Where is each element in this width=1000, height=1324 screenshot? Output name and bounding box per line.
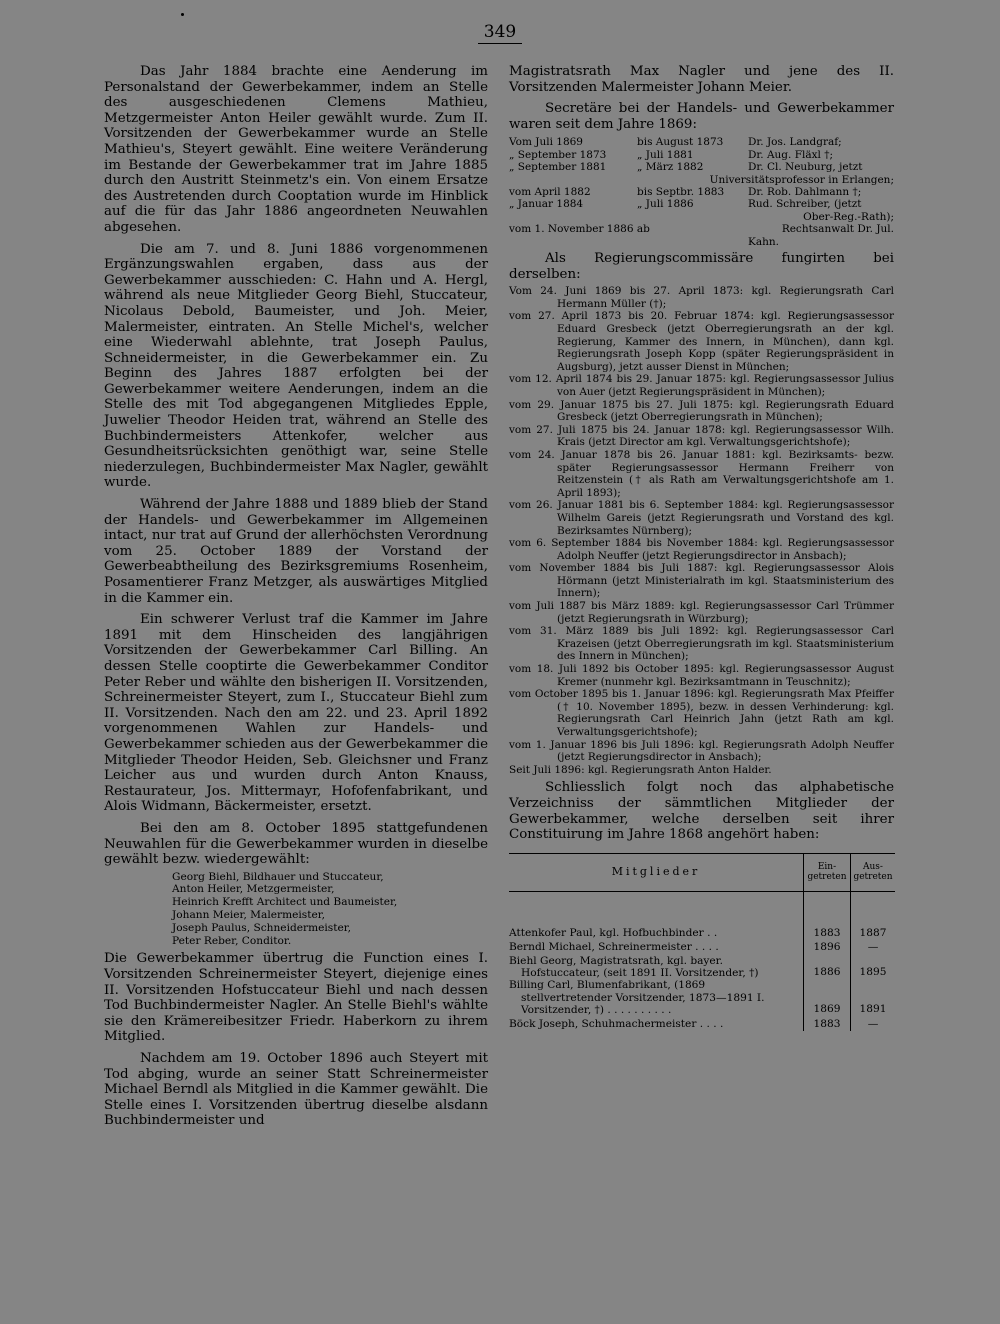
commissioner-item: vom 18. Juli 1892 bis October 1895: kgl. Regierungsassessor August Kremer (nunmehr kgl. Bezirksamtmann in Teuschnitz); — [509, 663, 894, 688]
secretary-row — [509, 161, 894, 173]
secretary-c1 — [509, 211, 637, 223]
secretary-row — [509, 174, 894, 186]
secretary-c1: vom 1. November 1886 ab — [509, 223, 650, 236]
commissioner-item: vom 6. September 1884 bis November 1884: kgl. Regierungsassessor Adolph Neuffer (jetzt Regierungsdirector in Ansbach); — [509, 537, 894, 562]
secretary-c1: „ September 1873 — [509, 148, 607, 161]
member-item: Peter Reber, Conditor. — [172, 934, 292, 947]
table-row — [509, 926, 895, 940]
secretary-c1: vom April 1882 — [509, 186, 591, 198]
paragraph: Secretäre bei der Handels- und Gewerbekammer waren seit dem Jahre 1869: — [509, 101, 894, 132]
secretary-c3: Dr. Rob. Dahlmann †; — [748, 186, 862, 198]
secretary-row — [509, 136, 894, 148]
commissioner-item: vom October 1895 bis 1. Januar 1896: kgl. Regierungsrath Max Pfeiffer († 10. November 1895), bezw. in dessen Verhinderung: kgl. Regierungsrath Carl Heinrich Jahn (jetzt Rath am kgl. Verwaltungsgerichtshofe); — [509, 688, 894, 738]
secretary-c1: „ September 1881 — [509, 161, 607, 174]
secretary-c3: Dr. Jos. Landgraf; — [748, 136, 842, 149]
year-left: 1887 — [851, 926, 896, 940]
secretary-c3: Dr. Cl. Neuburg, jetzt — [748, 161, 863, 174]
paragraph: Das Jahr 1884 brachte eine Aenderung im Personalstand der Gewerbekammer, indem an Stelle des ausgeschiedenen Clemens Mathieu, Metzgermeister Anton Heiler gewählt wurde. Zum II. Vorsitzenden der Gewerbekammer wurde an Stelle Mathieu's, Steyert gewählt. Eine weitere Veränderung im Bestande der Gewerbekammer trat im Jahre 1885 durch den Austritt Steinmetz's ein. Von einem Ersatze des Austretenden durch Cooptation wurde im Hinblick auf die für das Jahr 1886 angeordneten Neuwahlen abgesehen. — [104, 64, 488, 235]
member-item: Johann Meier, Malermeister, — [172, 909, 326, 922]
secretary-c1 — [509, 174, 616, 186]
commissioner-item: vom 1. Januar 1896 bis Juli 1896: kgl. Regierungsrath Adolph Neuffer (jetzt Regierungsdirector in Ansbach); — [509, 738, 894, 764]
commissioner-item: vom 24. Januar 1878 bis 26. Januar 1881: kgl. Bezirksamts- bezw. später Regierungsassessor Hermann Freiherr von Reitzenstein († als Rath am Verwaltungsgerichtshofe am 1. April 1893); — [509, 448, 894, 499]
commissioner-item: vom 29. Januar 1875 bis 27. Juli 1875: kgl. Regierungsrath Eduard Gresbeck (jetzt Oberregierungsrath in München); — [509, 398, 894, 424]
table-row — [509, 955, 895, 980]
paragraph: Ein schwerer Verlust traf die Kammer im Jahre 1891 mit dem Hinscheiden des langjährigen Vorsitzenden der Gewerbekammer Carl Billing. An dessen Stelle cooptirte die Gewerbekammer Conditor Peter Reber und wählte den bisherigen II. Vorsitzenden, Schreinermeister Steyert, zum I., Stuccateur Biehl zum II. Vorsitzenden. Nach den am 22. und 23. April 1892 vorgenommenen Wahlen zur Handels- und Gewerbekammer schieden aus der Gewerbekammer die Mitglieder Theodor Heiden, Seb. Gleichsner und Franz Leicher aus und wurden durch Anton Knauss, Restaurateur, Jos. Mittermayr, Hofofenfabrikant, und Alois Widmann, Bäckermeister, ersetzt. — [104, 612, 488, 815]
members-table — [509, 853, 895, 1031]
member-name: Berndl Michael, Schreinermeister . . . . — [509, 941, 719, 954]
secretary-c3: Kahn. — [748, 235, 779, 248]
members-list — [172, 871, 488, 948]
paragraph: Bei den am 8. October 1895 stattgefundenen Neuwahlen für die Gewerbekammer wurden in dieselbe gewählt bezw. wiedergewählt: — [104, 820, 488, 868]
secretary-c2: bis Septbr. 1883 — [637, 186, 725, 198]
secretary-row — [509, 211, 894, 223]
secretary-c2: „ Juli 1886 — [637, 198, 694, 211]
year-left: 1895 — [851, 955, 896, 980]
paragraph: Nachdem am 19. October 1896 auch Steyert mit Tod abging, wurde an seiner Statt Schreinermeister Michael Berndl als Mitglied in die Kammer gewählt. Die Stelle eines I. Vorsitzenden übertrug dieselbe alsdann Buchbindermeister und — [104, 1051, 488, 1129]
member-item: Georg Biehl, Bildhauer und Stuccateur, — [172, 870, 384, 883]
secretary-c3: Ober-Reg.-Rath); — [803, 210, 894, 223]
secretary-c3: Rechtsanwalt Dr. Jul. — [781, 223, 894, 236]
member-name: Böck Joseph, Schuhmachermeister . . . . — [509, 1017, 724, 1030]
secretary-c2 — [637, 223, 748, 235]
commissioner-item: Vom 24. Juni 1869 bis 27. April 1873: kgl. Regierungsrath Carl Hermann Müller (†); — [509, 285, 894, 310]
commissioner-item: vom November 1884 bis Juli 1887: kgl. Regierungsassessor Alois Hörmann (jetzt Ministerialrath im kgl. Staatsministerium des Innern); — [509, 562, 894, 600]
member-item: Anton Heiler, Metzgermeister, — [172, 883, 335, 896]
year-entered: 1896 — [804, 940, 851, 954]
secretary-row — [509, 198, 894, 210]
year-left: — — [851, 940, 896, 954]
commissioner-item: vom 27. April 1873 bis 20. Februar 1874: kgl. Regierungsassessor Eduard Gresbeck (jetzt Oberregierungsrath an der kgl. Regierung, Kammer des Innern, in München), dann kgl. Regierungsrath Joseph Kopp (später Regierungspräsident in Augsburg), jetzt ausser Dienst in München; — [509, 310, 894, 373]
year-entered: 1869 — [804, 979, 851, 1016]
secretary-c1 — [509, 236, 637, 248]
commissioner-item: Seit Juli 1896: kgl. Regierungsrath Anton Halder. — [509, 763, 772, 776]
secretary-c2 — [637, 211, 748, 223]
secretary-c3: Rud. Schreiber, (jetzt — [748, 198, 862, 211]
member-name: Attenkofer Paul, kgl. Hofbuchbinder . . — [509, 926, 718, 939]
page-number: 349 — [0, 22, 1000, 44]
right-column — [509, 64, 894, 1031]
table-header — [509, 853, 895, 891]
secretary-row — [509, 236, 894, 248]
header-left: Aus-getreten — [851, 853, 896, 891]
secretary-row — [509, 223, 894, 235]
paragraph: Die Gewerbekammer übertrug die Function eines I. Vorsitzenden Schreinermeister Steyert, diejenige eines II. Vorsitzenden Hofstuccateur Biehl und nach dessen Tod Buchbindermeister Nagler. An Stelle Biehl's wählte sie den Krämereibesitzer Friedr. Haberkorn zu ihrem Mitglied. — [104, 951, 488, 1045]
paragraph: Magistratsrath Max Nagler und jene des II. Vorsitzenden Malermeister Johann Meier. — [509, 64, 894, 95]
year-left: 1891 — [851, 979, 896, 1016]
member-name: Biehl Georg, Magistratsrath, kgl. bayer. Hofstuccateur, (seit 1891 II. Vorsitzender, †) — [509, 954, 759, 979]
member-name: Billing Carl, Blumenfabrikant, (1869 stellvertretender Vorsitzender, 1873—1891 I. Vorsitzender, †) . . . . . . . . . . — [509, 979, 765, 1017]
header-members: Mitglieder — [611, 865, 701, 879]
table-row — [509, 1017, 895, 1031]
member-item: Joseph Paulus, Schneidermeister, — [172, 921, 352, 934]
secretary-c2 — [616, 174, 709, 186]
table-row — [509, 940, 895, 954]
secretaries-list — [509, 136, 894, 248]
year-entered: 1883 — [804, 926, 851, 940]
secretary-c2: bis August 1873 — [637, 136, 724, 149]
commissioner-item: vom 12. April 1874 bis 29. Januar 1875: kgl. Regierungsassessor Julius von Auer (jetzt Regierungspräsident in München); — [509, 373, 894, 398]
commissioner-item: vom 27. Juli 1875 bis 24. Januar 1878: kgl. Regierungsassessor Wilh. Krais (jetzt Director am kgl. Verwaltungsgerichtshofe); — [509, 423, 894, 449]
secretary-row — [509, 149, 894, 161]
paragraph: Schliesslich folgt noch das alphabetische Verzeichniss der sämmtlichen Mitglieder der Gewerbekammer, welche derselben seit ihrer Constituirung im Jahre 1868 angehört haben: — [509, 780, 894, 843]
left-column — [104, 64, 488, 1129]
secretary-row — [509, 186, 894, 198]
commissioners-list — [509, 285, 894, 776]
speck-mark — [181, 13, 184, 16]
secretary-c1: „ Januar 1884 — [509, 198, 584, 211]
secretary-c3: Dr. Aug. Fläxl †; — [748, 148, 834, 161]
table-row — [509, 979, 895, 1016]
commissioner-item: vom 31. März 1889 bis Juli 1892: kgl. Regierungsassessor Carl Krazeisen (jetzt Oberregierungsrath im kgl. Staatsministerium des Innern in München); — [509, 625, 894, 663]
year-entered: 1883 — [804, 1017, 851, 1031]
secretary-c1: Vom Juli 1869 — [509, 136, 583, 149]
commissioner-item: vom Juli 1887 bis März 1889: kgl. Regierungsassessor Carl Trümmer (jetzt Regierungsrath in Würzburg); — [509, 600, 894, 625]
secretary-c2: „ Juli 1881 — [637, 148, 694, 161]
commissioner-item: vom 26. Januar 1881 bis 6. September 1884: kgl. Regierungsassessor Wilhelm Gareis (jetzt Regierungsrath und Vorstand des kgl. Bezirksamtes Nürnberg); — [509, 499, 894, 537]
paragraph: Als Regierungscommissäre fungirten bei derselben: — [509, 251, 894, 282]
secretary-c2 — [637, 236, 748, 248]
year-left: — — [851, 1017, 896, 1031]
paragraph: Während der Jahre 1888 und 1889 blieb der Stand der Handels- und Gewerbekammer im Allgemeinen intact, nur trat auf Grund der allerhöchsten Verordnung vom 25. October 1889 der Vorstand der Gewerbeabtheilung des Bezirksgremiums Rosenheim, Posamentierer Franz Metzger, als auswärtiges Mitglied in die Kammer ein. — [104, 497, 488, 606]
member-item: Heinrich Krefft Architect und Baumeister, — [172, 896, 398, 909]
secretary-c3: Universitätsprofessor in Erlangen; — [709, 173, 894, 186]
header-entered: Ein-getreten — [804, 853, 851, 891]
year-entered: 1886 — [804, 955, 851, 980]
secretary-c2: „ März 1882 — [637, 161, 704, 174]
paragraph: Die am 7. und 8. Juni 1886 vorgenommenen Ergänzungswahlen ergaben, dass aus der Gewerbekammer ausschieden: C. Hahn und A. Hergl, während als neue Mitglieder Georg Biehl, Stuccateur, Nicolaus Debold, Baumeister, und Joh. Meier, Malermeister, eintraten. An Stelle Michel's, welcher eine Wiederwahl ablehnte, trat Joseph Paulus, Schneidermeister, in die Gewerbekammer ein. Zu Beginn des Jahres 1887 erfolgten bei der Gewerbekammer weitere Aenderungen, indem an die Stelle des mit Tod abgegangenen Mitgliedes Epple, Juwelier Theodor Heiden trat, während an Stelle des Buchbindermeisters Attenkofer, welcher aus Gesundheitsrücksichten genöthigt war, seine Stelle niederzulegen, Buchbindermeister Max Nagler, gewählt wurde. — [104, 241, 488, 491]
